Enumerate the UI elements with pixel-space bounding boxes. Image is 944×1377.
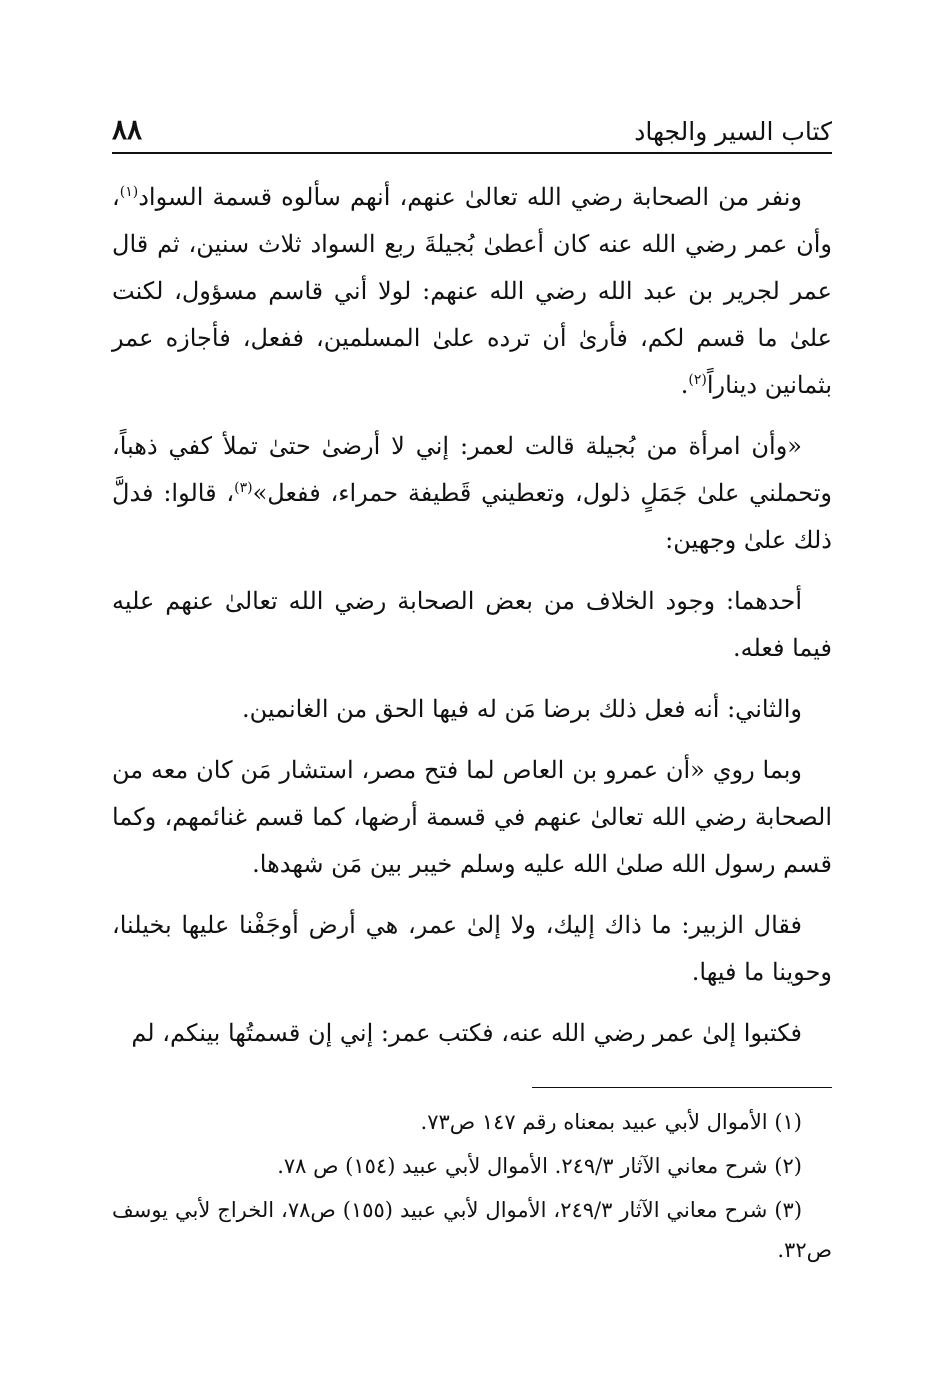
paragraph-2-text: «وأن امرأة من بُجيلة قالت لعمر: إني لا أرضىٰ حتىٰ تملأ كفي ذهباً، وتحملني علىٰ جَمَلٍ ذلول، وتعطيني قَطيفة حمراء، ففعل» [112,432,833,507]
footnote-ref-1: (١) [119,184,139,200]
book-page [112,100,832,1274]
footnote-1: (١) الأموال لأبي عبيد بمعناه رقم ١٤٧ ص٧٣. [420,1110,802,1134]
paragraph-7: فكتبوا إلىٰ عمر رضي الله عنه، فكتب عمر: إني إن قسمتُها بينكم، لم [131,1019,802,1047]
paragraph-1-text: ونفر من الصحابة رضي الله تعالىٰ عنهم، أنهم سألوه قسمة السواد [138,183,802,211]
footnote-3: (٣) شرح معاني الآثار ٢٤٩/٣، الأموال لأبي عبيد (١٥٥) ص٧٨، الخراج لأبي يوسف ص٣٢. [112,1198,832,1262]
footnote-2: (٢) شرح معاني الآثار ٢٤٩/٣. الأموال لأبي عبيد (١٥٤) ص ٧٨. [277,1154,802,1178]
page-header [112,100,832,154]
page-number: ٨٨ [112,113,143,146]
paragraph-3: أحدهما: وجود الخلاف من بعض الصحابة رضي الله تعالىٰ عنهم عليه فيما فعله. [112,587,832,662]
footnote-ref-2: (٢) [688,372,707,388]
paragraph-5: وبما روي «أن عمرو بن العاص لما فتح مصر، استشار مَن كان معه من الصحابة رضي الله تعالىٰ عنهم في قسمة أرضها، كما قسم غنائمهم، وكما قسم رسول الله صلىٰ الله عليه وسلم خيبر بين مَن شهدها. [112,756,832,878]
footnote-ref-3: (٣) [234,480,253,496]
main-text [112,174,832,1057]
paragraph-6: فقال الزبير: ما ذاك إليك، ولا إلىٰ عمر، هي أرض أوجَفْنا عليها بخيلنا، وحوينا ما فيها. [112,911,832,986]
paragraph-1 [112,174,832,409]
paragraph-2 [112,423,832,564]
paragraph-4: والثاني: أنه فعل ذلك برضا مَن له فيها الحق من الغانمين. [241,695,802,723]
paragraph-1-continued: ، وأن عمر رضي الله عنه كان أعطىٰ بُجيلةَ ربع السواد ثلاث سنين، ثم قال عمر لجرير بن عبد الله رضي الله عنهم: لولا أني قاسم مسؤول، لكنت علىٰ ما قسم لكم، فأرىٰ أن ترده علىٰ المسلمين، ففعل، فأجازه عمر بثمانين ديناراً [112,183,832,399]
footnote-divider [532,1087,832,1088]
running-title: كتاب السير والجهاد [634,117,832,146]
footnotes [112,1102,832,1270]
paragraph-2-continued: ، قالوا: فدلَّ ذلك علىٰ وجهين: [112,479,832,554]
paragraph-1-end: . [680,371,689,399]
